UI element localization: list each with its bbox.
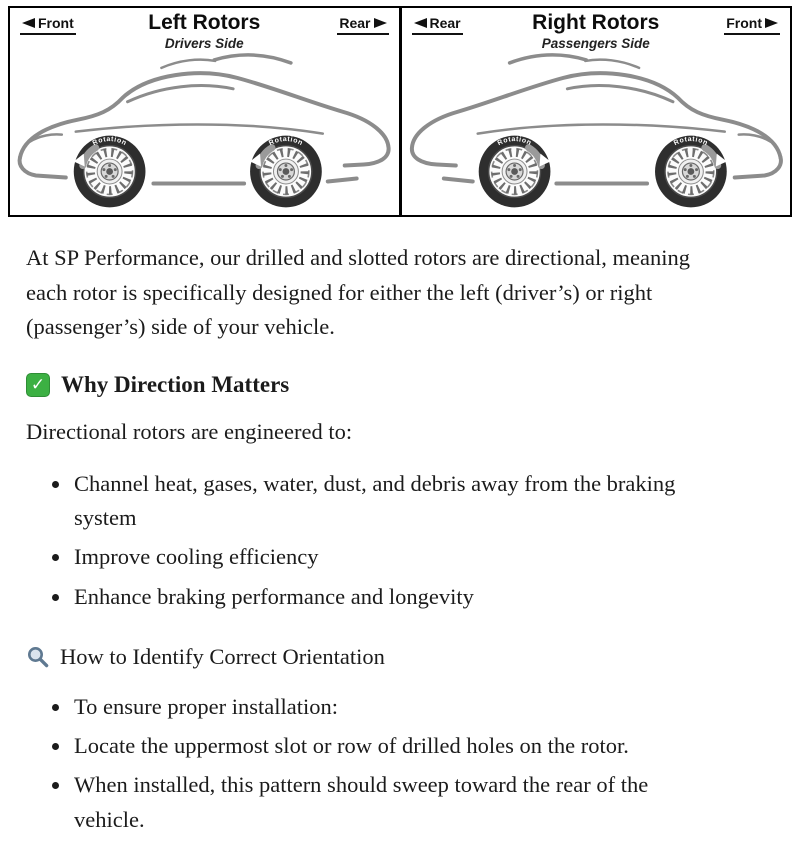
- panel-title: Right Rotors: [532, 11, 660, 34]
- left-panel-header: [20, 15, 389, 35]
- front-label: Front: [726, 15, 762, 31]
- article-content: [0, 217, 744, 866]
- front-rotor: [655, 136, 727, 208]
- arrow-right-icon: [374, 18, 387, 28]
- orientation-heading-text: How to Identify Correct Orientation: [60, 643, 385, 669]
- list-item: • When installed, this pattern should sweep toward the rear of the vehicle.: [72, 768, 718, 836]
- rotation-label: Rotation: [496, 136, 533, 148]
- rotation-label: Rotation: [91, 136, 128, 148]
- rear-direction-label: [412, 15, 463, 35]
- engineered-lead: Directional rotors are engineered to:: [26, 418, 353, 444]
- why-direction-heading-text: Why Direction Matters: [61, 371, 290, 397]
- arrow-right-icon: [765, 18, 778, 28]
- check-mark-icon: ✓: [26, 373, 50, 397]
- rear-label: Rear: [339, 15, 371, 31]
- front-rotor: [74, 136, 146, 208]
- left-rotors-panel: [8, 6, 401, 217]
- rotation-label: Rotation: [267, 136, 304, 148]
- arrow-left-icon: [414, 18, 427, 28]
- front-direction-label: [724, 15, 780, 35]
- right-rotors-panel: [400, 6, 793, 217]
- list-item: • To ensure proper installation:: [72, 690, 718, 724]
- orientation-heading: [26, 640, 718, 674]
- panel-subtitle: Passengers Side: [541, 36, 650, 51]
- intro-paragraph: At SP Performance, our drilled and slotted rotors are directional, meaning each rotor is specifically designed for either the left (driver’s) or right (passenger’s) side of your vehicle.: [26, 245, 690, 339]
- list-item: • Channel heat, gases, water, dust, and debris away from the braking system: [72, 467, 718, 535]
- rear-direction-label: [337, 15, 388, 35]
- rear-rotor: [478, 136, 550, 208]
- list-item: • Improve cooling efficiency: [72, 540, 718, 574]
- rear-label: Rear: [429, 15, 461, 31]
- panel-title: Left Rotors: [148, 11, 261, 34]
- magnifier-icon: [26, 645, 50, 669]
- car-illustration-left: [10, 46, 399, 215]
- arrow-left-icon: [22, 18, 35, 28]
- list-item: • Locate the uppermost slot or row of drilled holes on the rotor.: [72, 729, 718, 763]
- orientation-list: [26, 690, 718, 837]
- panel-subtitle: Drivers Side: [164, 36, 244, 51]
- front-direction-label: [20, 15, 76, 35]
- rear-rotor: [250, 136, 322, 208]
- car-illustration-right: [402, 46, 791, 215]
- rotor-direction-diagram: [8, 6, 792, 217]
- right-panel-header: [412, 15, 781, 35]
- benefits-list: [26, 467, 718, 614]
- rotation-label: Rotation: [672, 136, 709, 148]
- why-direction-heading: [26, 368, 718, 403]
- page: [0, 6, 800, 867]
- list-item: • Enhance braking performance and longevity: [72, 580, 718, 614]
- front-label: Front: [38, 15, 74, 31]
